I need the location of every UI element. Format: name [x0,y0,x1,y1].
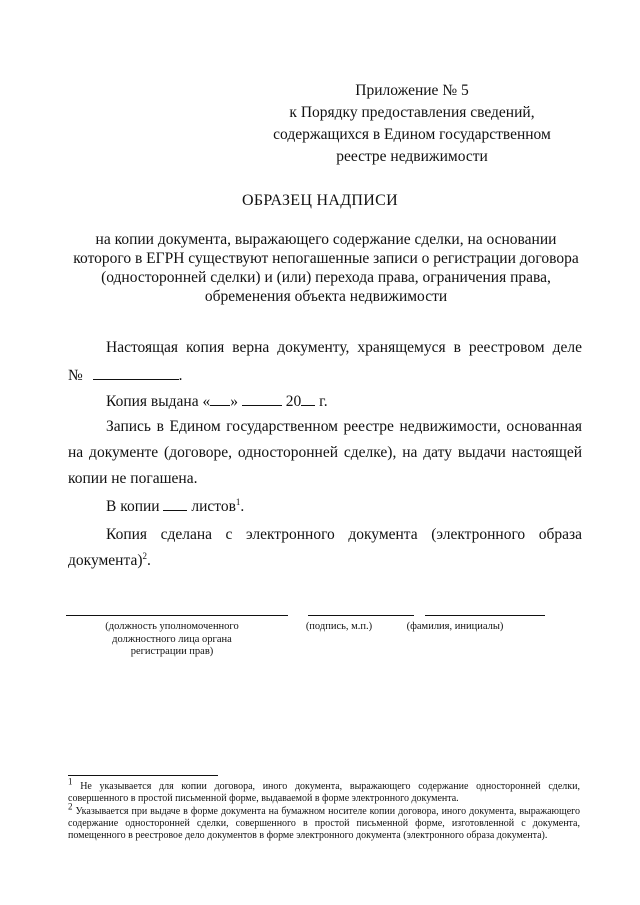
record-status-paragraph: Запись в Едином государственном реестре недвижимости, основанная на документе (договоре, односторонней сделке), на дату выдачи настоящей копии не погашена. [68,418,582,487]
document-subtitle: на копии документа, выражающего содержание сделки, на основании которого в ЕГРН существуют непогашенные записи о регистрации договора (односторонней сделки) и (или) перехода права, ограничения права, обременения объекта недвижимости [73,231,579,305]
day-blank [210,391,230,406]
appendix-number: Приложение № 5 [355,82,469,99]
footnote-1-mark: 1 [68,776,73,787]
month-blank [242,391,282,406]
footnote-1 [68,776,580,805]
position-caption: (должность уполномоченного должностного лица органа регистрации прав) [105,621,239,657]
sheets-blank [163,496,187,511]
appendix-line-4: реестре недвижимости [336,148,488,165]
document-title: ОБРАЗЕЦ НАДПИСИ [242,192,398,209]
electronic-copy-paragraph: Копия сделана с электронного документа (электронного образа документа)$^2$. [68,526,582,569]
footnote-2-mark: 2 [68,801,73,812]
case-number-blank [93,365,179,380]
footnote-2 [68,801,581,842]
case-number-line: № . [68,367,183,384]
signature-caption: (подпись, м.п.) [305,621,373,632]
day-close-quote: » [230,393,238,410]
name-caption: (фамилия, инициалы) [406,621,504,632]
footnote-separator [68,775,218,776]
sheets-word: листов [191,498,236,515]
number-sign: № [68,367,83,384]
footnote-ref-2: 2 [142,550,147,561]
position-signature-line [66,615,288,616]
copy-certification-line [68,335,582,361]
name-signature-line [425,615,545,616]
issued-label: Копия выдана « [106,393,211,410]
appendix-header [262,80,562,168]
appendix-line-3: содержащихся в Едином государственном [273,126,551,143]
footnote-ref-1: 1 [235,496,241,507]
footnote-2-text: Указывается при выдаче в форме документа на бумажном носителе копии договора, иного документа, выражающего содержание односторонней сделки, совершенного в простой письменной форме, изготовленной с документа, помещенного в реестровое дело документов в форме электронного документа (электронного образа документа). [68,806,581,841]
issue-date-line [68,389,582,415]
sheets-label: В копии [106,498,160,515]
year-blank [301,391,315,406]
copy-certification-text: Настоящая копия верна документу, хранящемуся в реестровом деле [106,339,582,356]
sheets-count-line: В копии листов$^1$. [106,496,245,515]
electronic-copy-text: Копия сделана с электронного документа (электронного образа документа) [68,526,582,569]
signature-line [308,615,414,616]
year-suffix: г. [319,393,328,410]
year-prefix: 20 [285,393,302,410]
appendix-line-2: к Порядку предоставления сведений, [289,104,535,121]
footnote-1-text: Не указывается для копии договора, иного документа, выражающего содержание односторонней сделки, совершенного в простой письменной форме, выдаваемой в форме электронного документа. [68,781,580,804]
